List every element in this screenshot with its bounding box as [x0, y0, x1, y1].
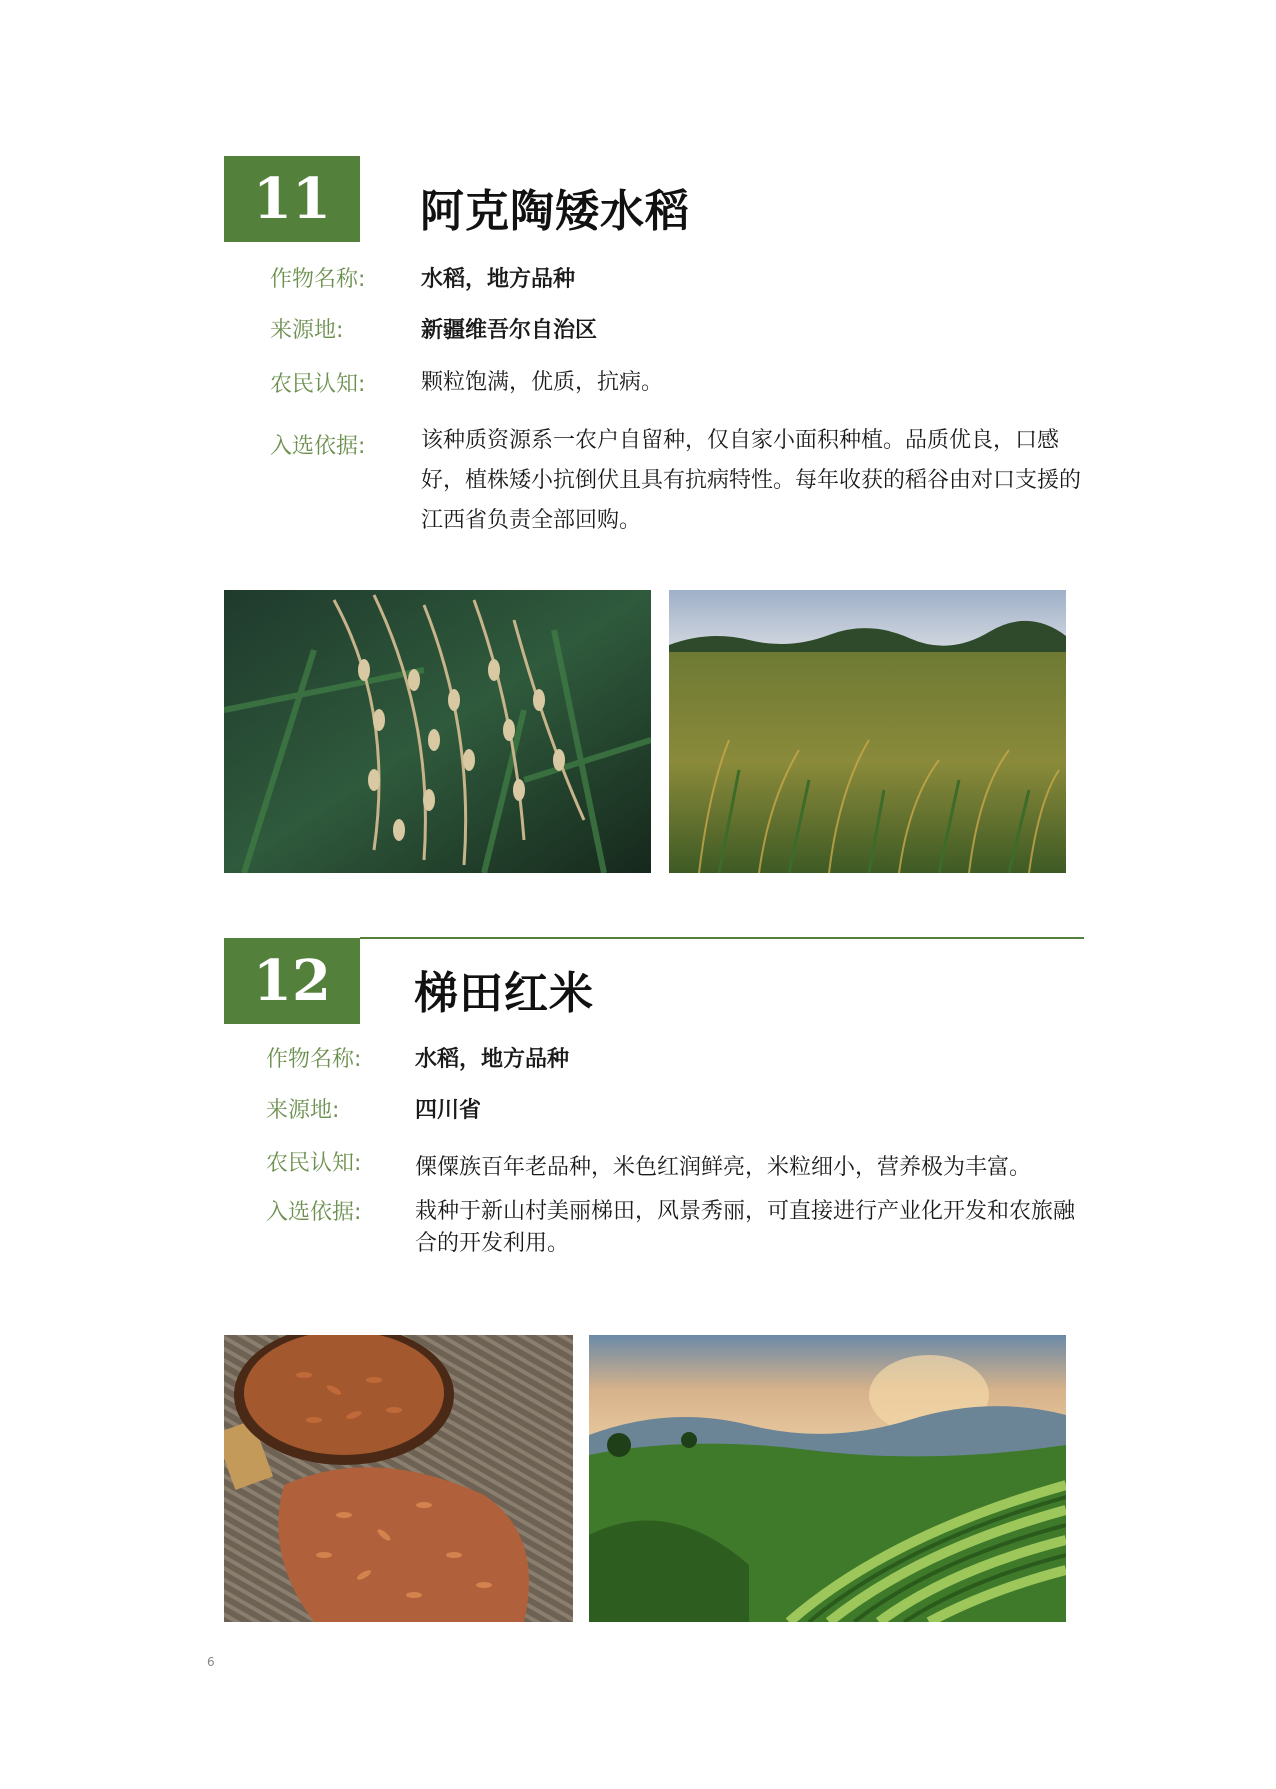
farmer-view-label: 农民认知: — [266, 1151, 362, 1176]
rice-field-photo — [669, 590, 1066, 873]
terraced-fields-photo — [589, 1335, 1066, 1622]
selection-reason-value: 该种质资源系一农户自留种，仅自家小面积种植。品质优良，口感好，植株矮小抗倒伏且具有抗病特性。每年收获的稻谷由对口支援的江西省负责全部回购。 — [421, 428, 1082, 533]
farmer-view-label: 农民认知: — [270, 372, 366, 397]
entry-number-box — [224, 156, 360, 242]
origin-label: 来源地: — [266, 1098, 340, 1123]
page-number: 6 — [207, 1655, 215, 1669]
crop-name-value: 水稻，地方品种 — [415, 1047, 570, 1072]
crop-name-value: 水稻，地方品种 — [421, 267, 576, 292]
selection-reason-label: 入选依据: — [266, 1200, 362, 1225]
entry-title: 阿克陶矮水稻 — [420, 186, 690, 237]
selection-reason-label: 入选依据: — [270, 434, 366, 459]
red-rice-grains-photo — [224, 1335, 573, 1622]
farmer-view-value: 颗粒饱满，优质，抗病。 — [421, 370, 664, 395]
crop-name-label: 作物名称: — [266, 1047, 362, 1072]
rice-panicle-photo — [224, 590, 651, 873]
origin-label: 来源地: — [270, 318, 344, 343]
origin-value: 新疆维吾尔自治区 — [421, 318, 598, 343]
selection-reason-value: 栽种于新山村美丽梯田，风景秀丽，可直接进行产业化开发和农旅融合的开发利用。 — [415, 1199, 1076, 1256]
crop-name-label: 作物名称: — [270, 267, 366, 292]
entry-number: 12 — [253, 948, 331, 1014]
section-divider — [360, 937, 1084, 939]
entry-title: 梯田红米 — [414, 968, 594, 1019]
entry-number: 11 — [253, 166, 331, 232]
origin-value: 四川省 — [415, 1098, 482, 1123]
farmer-view-value: 傈僳族百年老品种，米色红润鲜亮，米粒细小，营养极为丰富。 — [415, 1155, 1032, 1180]
entry-number-box — [224, 938, 360, 1024]
